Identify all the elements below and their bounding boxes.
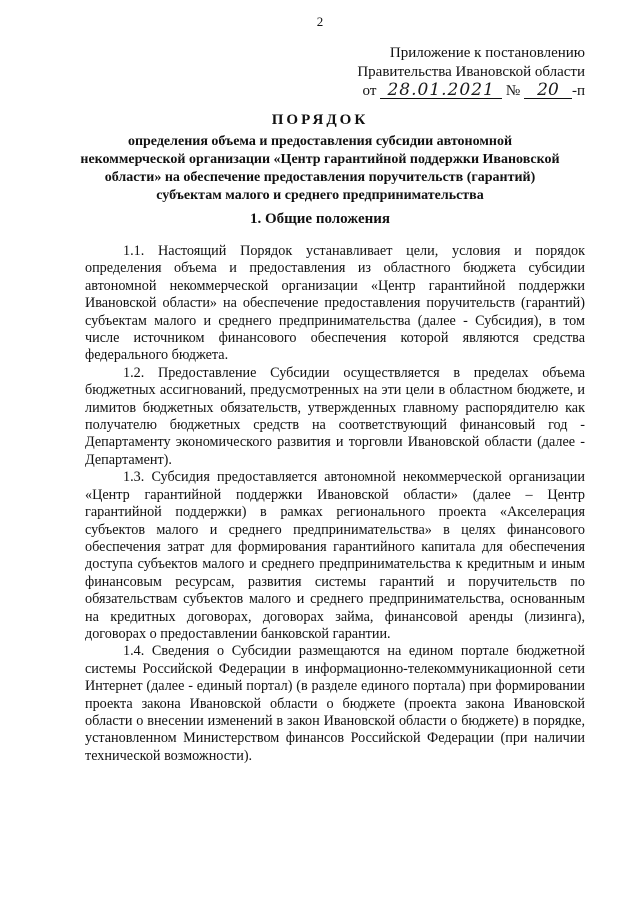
paragraph-1-2: 1.2. Предоставление Субсидии осуществляется в пределах объема бюджетных ассигнований, предусмотренных на эти цели в областном бюджете, и лимитов бюджетных обязательств, утвержденных главному распорядителю как получателю бюджетных средств на соответствующий финансовый год - Департаменту экономического развития и торговли Ивановской области (далее - Департамент). xyxy=(85,364,585,468)
appendix-line-1: Приложение к постановлению xyxy=(389,45,585,61)
section-heading: 1. Общие положения xyxy=(249,211,391,227)
handwritten-date: 28.01.2021 xyxy=(380,82,502,99)
date-prefix: от xyxy=(362,83,377,99)
page-number: 2 xyxy=(316,14,324,29)
handwritten-number: 20 xyxy=(524,82,572,99)
paragraph-1-4: 1.4. Сведения о Субсидии размещаются на едином портале бюджетной системы Российской Федерации в информационно-телекоммуникационной сети Интернет (далее - единый портал) (в разделе единого портала) при формировании проекта закона Ивановской области о бюджете (проекта закона Ивановской области о внесении изменений в закон Ивановской области о бюджете) в порядке, установленном Министерством финансов Российской Федерации (при наличии технической возможности). xyxy=(85,643,585,764)
number-suffix: -п xyxy=(571,83,585,99)
number-sign: № xyxy=(505,83,521,99)
appendix-date-line xyxy=(325,82,585,101)
appendix-block xyxy=(325,44,585,101)
paragraph-1-3: 1.3. Субсидия предоставляется автономной некоммерческой организации «Центр гарантийной поддержки Ивановской области» (далее – Центр гарантийной поддержки) в рамках регионального проекта «Акселерация субъектов малого и среднего предпринимательства» в целях финансового обеспечения затрат для формирования гарантийного капитала для обеспечения доступа субъектов малого и среднего предпринимательства к кредитным и иным финансовым ресурсам, развития системы гарантий и поручительств по обязательствам субъектов малого и среднего предпринимательства, основанным на кредитных договорах, договорах займа, финансовой аренды (лизинга), договорах о предоставлении банковской гарантии. xyxy=(85,469,585,642)
document-title: ПОРЯДОК xyxy=(271,112,369,128)
paragraph-1-1: 1.1. Настоящий Порядок устанавливает цели, условия и порядок определения объема и предоставления из областного бюджета субсидии автономной некоммерческой организации «Центр гарантийной поддержки Ивановской области» на обеспечение предоставления поручительств (гарантий) субъектам малого и среднего предпринимательства (далее - Субсидия), в том числе источником финансового обеспечения которой являются средства федерального бюджета. xyxy=(85,243,585,364)
appendix-line-2: Правительства Ивановской области xyxy=(357,64,585,80)
section-body xyxy=(85,243,585,765)
document-subtitle: определения объема и предоставления субсидии автономной некоммерческой организации «Центр гарантийной поддержки Ивановской области» на обеспечение предоставления поручительств (гарантий) субъектам малого и среднего предпринимательства xyxy=(80,134,560,203)
